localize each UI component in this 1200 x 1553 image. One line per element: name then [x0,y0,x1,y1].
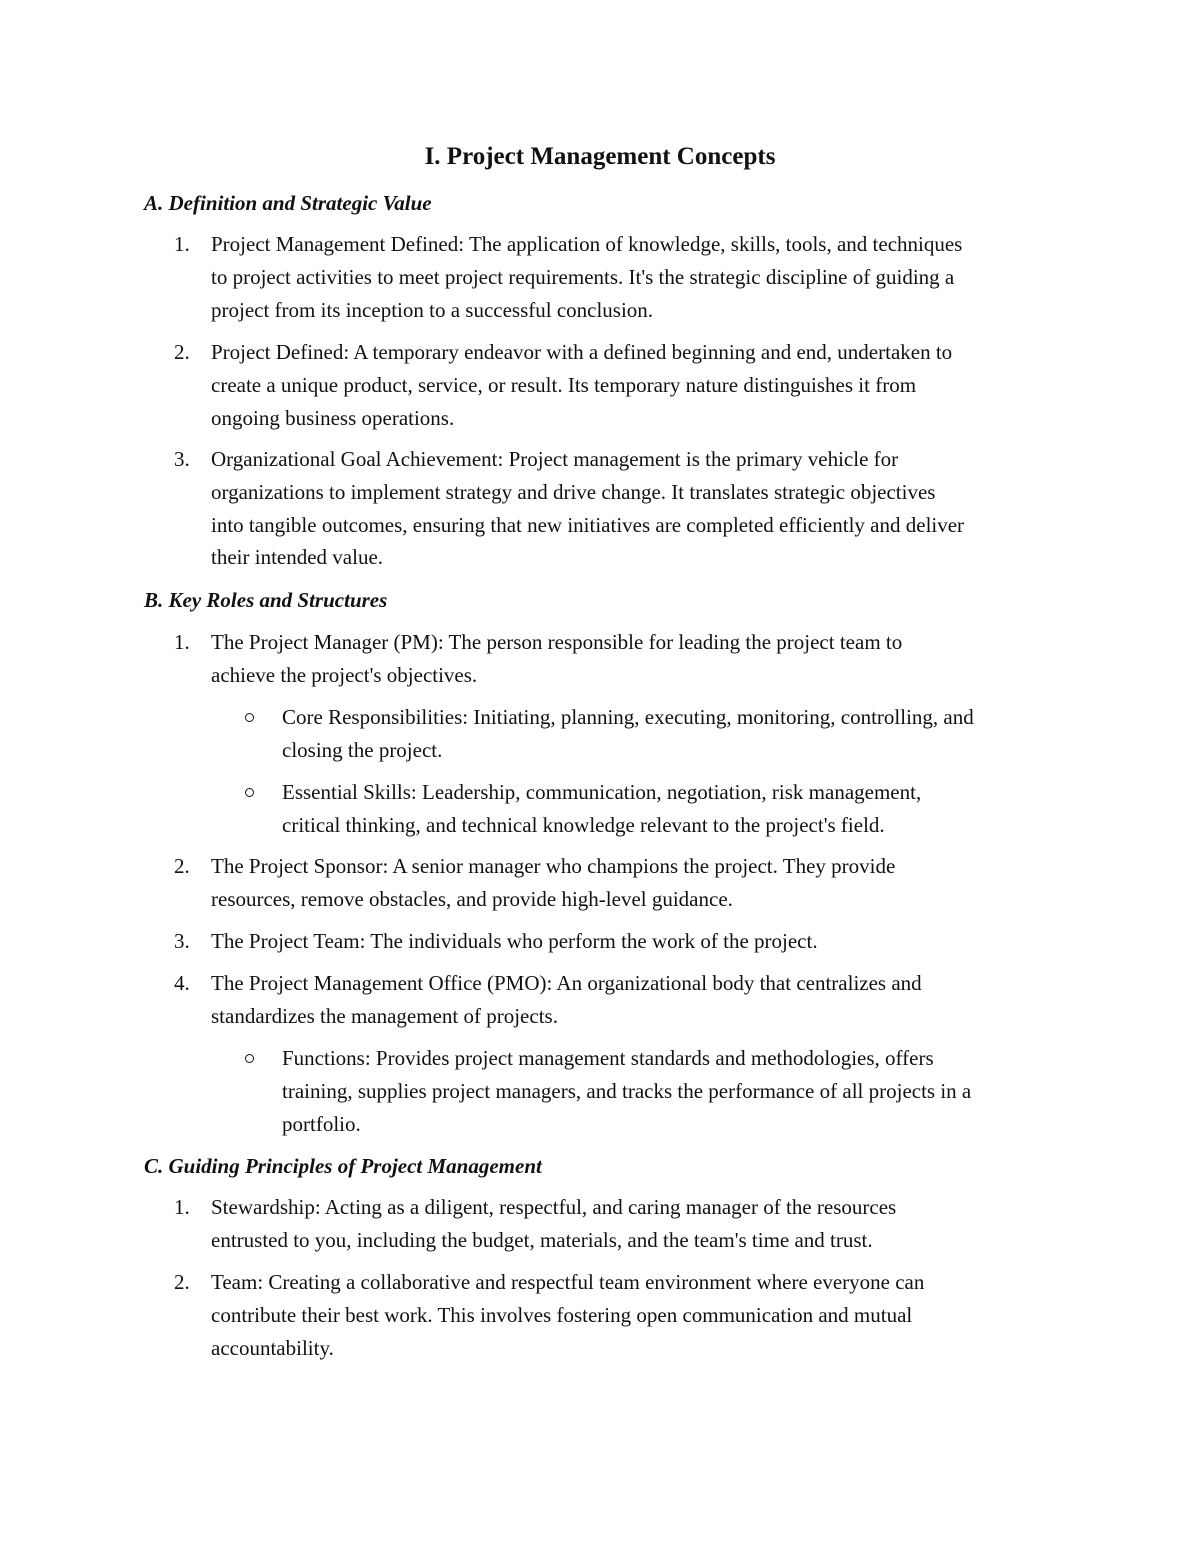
sub-list-item-b1-1 [282,701,1082,767]
sub-list-item-b1-2 [282,776,1082,842]
list-number: 3. [174,447,190,471]
sub-list-item-b4-1 [282,1042,1082,1140]
list-item-text: entrusted to you, including the budget, materials, and the team's time and trust. [211,1227,873,1252]
list-number: 3. [174,929,190,953]
list-item-text: The Project Manager (PM): The person responsible for leading the project team to [211,630,903,654]
list-item-text: create a unique product, service, or result. Its temporary nature distinguishes it from [211,372,917,397]
hollow-bullet-icon [245,788,254,797]
list-number: 2. [174,340,190,364]
list-item-text: The Project Team: The individuals who perform the work of the project. [211,929,818,953]
list-item-text: organizations to implement strategy and drive change. It translates strategic objectives [211,479,936,504]
list-item-text: ongoing business operations. [211,405,455,430]
sub-item-text: portfolio. [282,1111,361,1136]
sub-item-text: Functions: Provides project management standards and methodologies, offers [282,1046,934,1070]
list-item-a3 [174,443,1091,574]
sub-item-text: closing the project. [282,737,443,762]
list-item-b2 [174,850,1091,916]
section-heading-c: C. Guiding Principles of Project Management [144,1154,542,1178]
sub-item-text: critical thinking, and technical knowledge relevant to the project's field. [282,812,885,837]
list-number: 2. [174,854,190,878]
hollow-bullet-icon [245,713,254,722]
list-item-text: into tangible outcomes, ensuring that new initiatives are completed efficiently and deliver [211,512,965,537]
list-item-text: Team: Creating a collaborative and respectful team environment where everyone can [211,1270,925,1294]
list-number: 2. [174,1270,190,1294]
list-item-text: Project Defined: A temporary endeavor with a defined beginning and end, undertaken to [211,340,953,364]
list-item-text: Project Management Defined: The application of knowledge, skills, tools, and techniques [211,232,963,256]
list-number: 1. [174,1195,190,1219]
list-item-a2 [174,336,1091,434]
page-title: I. Project Management Concepts [424,143,776,170]
hollow-bullet-icon [245,1054,254,1063]
list-item-c2 [174,1266,1091,1364]
list-item-text: project from its inception to a successful conclusion. [211,297,654,322]
list-item-text: standardizes the management of projects. [211,1003,558,1028]
list-item-text: The Project Sponsor: A senior manager who champions the project. They provide [211,854,896,878]
list-item-text: The Project Management Office (PMO): An organizational body that centralizes and [211,971,922,995]
list-item-c1 [174,1191,1091,1257]
list-item-text: contribute their best work. This involves fostering open communication and mutual [211,1302,913,1327]
list-item-b1 [174,626,1091,692]
list-item-text: their intended value. [211,545,384,570]
list-number: 4. [174,971,190,995]
list-item-text: Organizational Goal Achievement: Project management is the primary vehicle for [211,447,899,471]
section-heading-b: B. Key Roles and Structures [144,588,388,612]
sub-item-text: training, supplies project managers, and tracks the performance of all projects in a [282,1078,972,1103]
sub-item-text: Essential Skills: Leadership, communication, negotiation, risk management, [282,780,922,804]
list-item-text: accountability. [211,1335,334,1360]
list-item-b4 [174,967,1091,1033]
list-number: 1. [174,232,190,256]
list-item-a1 [174,228,1091,326]
list-item-text: achieve the project's objectives. [211,662,478,687]
list-item-text: resources, remove obstacles, and provide high-level guidance. [211,886,733,911]
list-number: 1. [174,630,190,654]
list-item-b3 [174,925,1091,958]
section-heading-a: A. Definition and Strategic Value [144,191,432,215]
list-item-text: Stewardship: Acting as a diligent, respectful, and caring manager of the resources [211,1195,897,1219]
sub-item-text: Core Responsibilities: Initiating, planning, executing, monitoring, controlling, and [282,705,974,729]
list-item-text: to project activities to meet project requirements. It's the strategic discipline of guiding a [211,264,955,289]
